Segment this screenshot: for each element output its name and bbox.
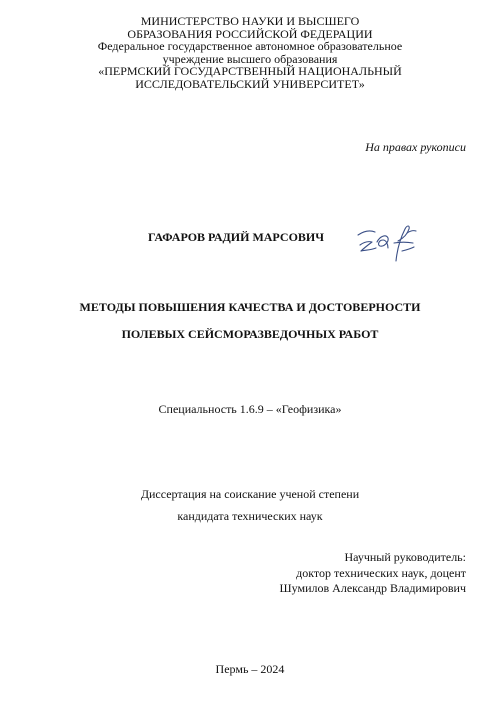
supervisor-block — [280, 550, 466, 597]
header-line: ОБРАЗОВАНИЯ РОССИЙСКОЙ ФЕДЕРАЦИИ — [127, 26, 373, 41]
manuscript-rights-note: На правах рукописи — [365, 140, 466, 154]
handwritten-signature — [350, 221, 430, 267]
supervisor-line: Научный руководитель: — [344, 550, 466, 564]
institution-header — [0, 15, 500, 91]
specialty: Специальность 1.6.9 – «Геофизика» — [158, 402, 342, 416]
title-line: МЕТОДЫ ПОВЫШЕНИЯ КАЧЕСТВА И ДОСТОВЕРНОСТИ — [79, 300, 421, 314]
header-line: учреждение высшего образования — [162, 51, 338, 66]
degree-line: Диссертация на соискание ученой степени — [140, 487, 360, 501]
title-line: ПОЛЕВЫХ СЕЙСМОРАЗВЕДОЧНЫХ РАБОТ — [121, 327, 379, 341]
header-line: МИНИСТЕРСТВО НАУКИ И ВЫСШЕГО — [140, 14, 360, 28]
author-row — [0, 221, 500, 261]
dissertation-title — [0, 294, 500, 348]
city-year: Пермь – 2024 — [215, 662, 285, 676]
degree-line: кандидата технических наук — [177, 509, 323, 523]
header-line: ИССЛЕДОВАТЕЛЬСКИЙ УНИВЕРСИТЕТ» — [135, 76, 365, 91]
supervisor-line: Шумилов Александр Владимирович — [279, 581, 466, 595]
header-line: Федеральное государственное автономное образовательное — [97, 39, 403, 54]
degree-statement — [0, 483, 500, 527]
author-name: ГАФАРОВ РАДИЙ МАРСОВИЧ — [148, 230, 325, 244]
supervisor-line: доктор технических наук, доцент — [296, 565, 466, 580]
header-line: «ПЕРМСКИЙ ГОСУДАРСТВЕННЫЙ НАЦИОНАЛЬНЫЙ — [98, 64, 402, 79]
